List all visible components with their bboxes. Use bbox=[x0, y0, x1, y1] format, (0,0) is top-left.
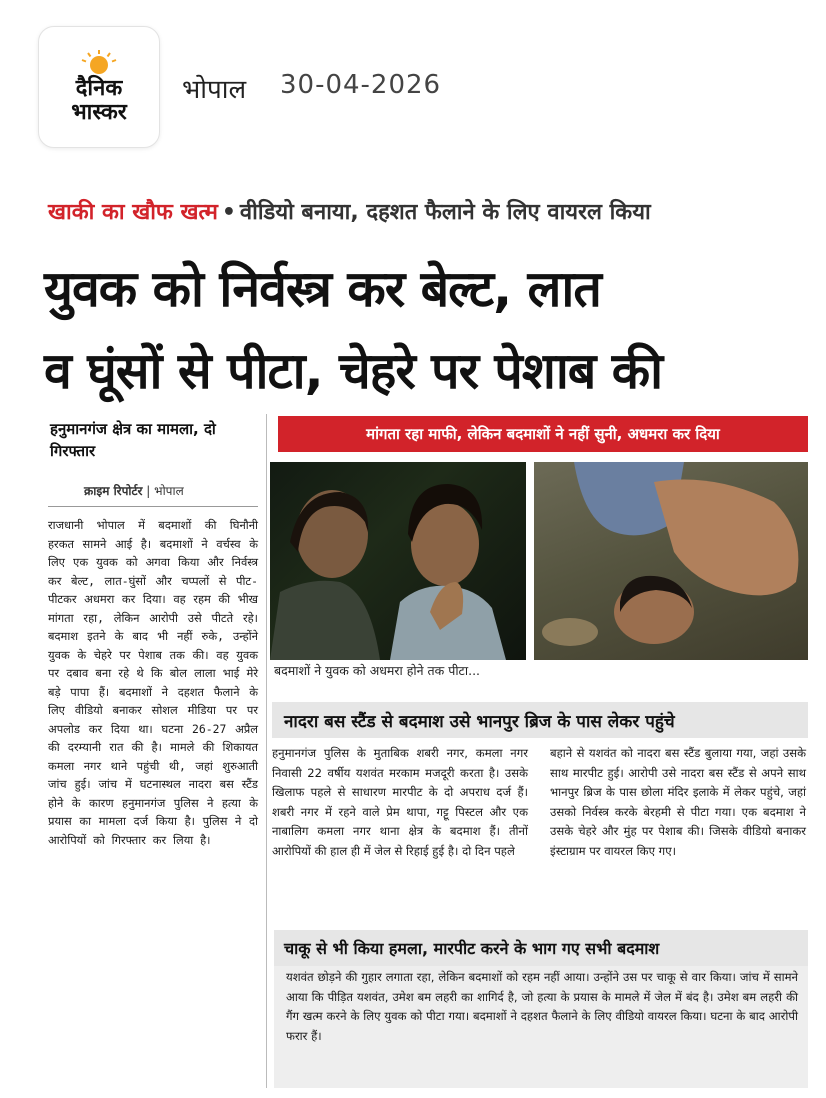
kicker-red: खाकी का खौफ खत्म bbox=[48, 200, 218, 225]
section-1-column-1: हनुमानगंज पुलिस के मुताबिक शबरी नगर, कमला नगर निवासी 22 वर्षीय यशवंत मरकाम मजदूरी करता है। उसके खिलाफ पहले से साधारण मारपीट के दो अपराध दर्ज हैं। शबरी नगर में रहने वाले प्रेम थापा, गट्टू पिस्टल और एक नाबालिग कमला नगर थाना क्षेत्र के बदमाश हैं। तीनों आरोपियों की हाल ही में जेल से रिहाई हुई है। दो दिन पहले bbox=[272, 746, 528, 858]
dainik-bhaskar-logo[interactable] bbox=[38, 26, 160, 148]
header-city: भोपाल bbox=[182, 75, 247, 105]
byline: क्राइम रिपोर्टर | भोपाल bbox=[84, 484, 184, 498]
divider bbox=[48, 506, 258, 507]
kicker-rest: वीडियो बनाया, दहशत फैलाने के लिए वायरल किया bbox=[239, 200, 651, 225]
photo-two-men bbox=[270, 462, 526, 660]
logo-line-1: दैनिक bbox=[75, 76, 123, 101]
sun-logo-icon bbox=[79, 49, 119, 75]
headline-line-2: व घूंसों से पीटा, चेहरे पर पेशाब की bbox=[44, 342, 663, 400]
section-2-body: यशवंत छोड़ने की गुहार लगाता रहा, लेकिन बदमाशों को रहम नहीं आया। उन्होंने उस पर चाकू से वार किया। जांच में सामने आया कि पीड़ित यशवंत, उमेश बम लहरी का शागिर्द है, जो हत्या के प्रयास के मामले में जेल में बंद है। उमेश बम लहरी की गैंग खत्म करने के लिए युवक को पीटा गया। बदमाशों ने दहशत फैलाने के लिए वीडियो वायरल किया। घटना के बाद आरोपी फरार हैं। bbox=[286, 970, 798, 1043]
section-2-heading: चाकू से भी किया हमला, मारपीट करने के भाग गए सभी बदमाश bbox=[274, 930, 808, 966]
kicker-bullet: • bbox=[221, 200, 236, 225]
section-1-column-2: बहाने से यशवंत को नादरा बस स्टैंड बुलाया गया, जहां उसके साथ मारपीट हुई। आरोपी उसे नादरा बस स्टैंड से अपने साथ भानपुर ब्रिज के पास छोला मंदिर इलाके में लेकर पहुंचे, जहां उसको निर्वस्त्र करके बेरहमी से पीटा गया। एक बदमाश ने उसके चेहरे और मुंह पर पेशाब की। जिसके वीडियो बनाकर इंस्टाग्राम पर वायरल किए गए। bbox=[550, 746, 806, 858]
byline-city: भोपाल bbox=[154, 484, 184, 498]
photo-injured-youth bbox=[534, 462, 808, 660]
headline bbox=[44, 248, 814, 412]
sub-headline: हनुमानगंज क्षेत्र का मामला, दो गिरफ्तार bbox=[50, 420, 216, 460]
logo-line-2: भास्कर bbox=[71, 100, 127, 125]
kicker bbox=[48, 196, 808, 226]
photo-caption: बदमाशों ने युवक को अधमरा होने तक पीटा... bbox=[274, 663, 481, 678]
section-1-heading: नादरा बस स्टैंड से बदमाश उसे भानपुर ब्रिज के पास लेकर पहुंचे bbox=[272, 702, 808, 738]
header-date: 30-04-2026 bbox=[280, 70, 442, 100]
headline-line-1: युवक को निर्वस्त्र कर बेल्ट, लात bbox=[44, 260, 601, 318]
byline-name: क्राइम रिपोर्टर bbox=[84, 484, 143, 498]
column-divider bbox=[266, 414, 267, 1088]
left-column-body: राजधानी भोपाल में बदमाशों की घिनौनी हरकत सामने आई है। बदमाशों ने वर्चस्व के लिए एक युवक को अगवा किया और निर्वस्त्र कर बेल्ट, लात-घुंसों और चप्पलों से पीट-पीटकर अधमरा कर दिया। वह रहम की भीख मांगता रहा, लेकिन आरोपी उसे पीटते रहे। बदमाश इतने के बाद भी नहीं रुके, उन्होंने युवक के चेहरे पर पेशाब तक की। वह युवक पर दबाव बना रहे थे कि बोल लाला भाई मेरे बड़े पापा हैं। बदमाशों ने दहशत फैलाने के लिए वीडियो बनाकर सोशल मीडिया पर पर अपलोड कर दिया था। घटना 26-27 अप्रैल की दरम्यानी रात की है। मामले की शिकायत कमला नगर थाने पहुंची थी, जहां शुरुआती जांच हुई। जांच में घटनास्थल नादरा बस स्टैंड होने के कारण हनुमानगंज पुलिस ने हत्या के प्रयास का मामला दर्ज किया है। पुलिस ने दो आरोपियों को गिरफ्तार कर लिया है। bbox=[48, 518, 258, 847]
photo-banner: मांगता रहा माफी, लेकिन बदमाशों ने नहीं सुनी, अधमरा कर दिया bbox=[278, 416, 808, 452]
